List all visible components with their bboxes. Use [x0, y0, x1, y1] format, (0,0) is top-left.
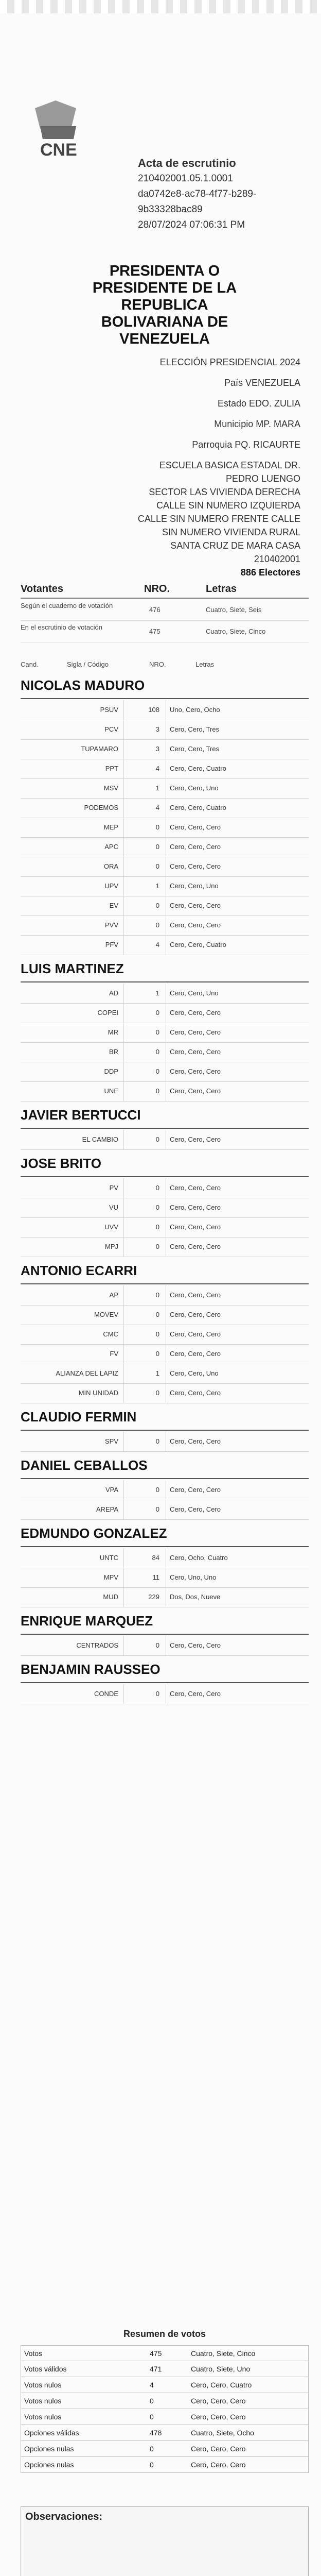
- perforated-edge-top: [0, 0, 321, 13]
- party-name: CMC: [103, 1330, 118, 1338]
- candidate-name: JOSE BRITO: [21, 1156, 309, 1177]
- grid-line: [123, 1062, 124, 1081]
- party-votes: 0: [155, 1136, 159, 1143]
- party-name: MPV: [103, 1573, 118, 1581]
- candidate-name: ENRIQUE MARQUEZ: [21, 1613, 309, 1635]
- candidate-name: DANIEL CEBALLOS: [21, 1458, 309, 1479]
- party-row: [21, 876, 309, 896]
- grid-line: [123, 818, 124, 837]
- grid-line: [123, 1480, 124, 1500]
- party-name: PVV: [104, 921, 118, 929]
- party-name: APC: [104, 843, 118, 851]
- grid-line: [123, 778, 124, 798]
- party-votes: 0: [155, 862, 159, 870]
- voting-center-line: CALLE SIN NUMERO IZQUIERDA: [156, 500, 300, 511]
- party-letters: Cero, Cero, Cero: [170, 921, 221, 929]
- grid-line: [123, 984, 124, 1003]
- party-letters: Cero, Cero, Uno: [170, 1369, 219, 1377]
- party-row: [21, 1062, 309, 1082]
- party-name: EV: [109, 902, 118, 909]
- party-row: [21, 1305, 309, 1325]
- summary-row: [21, 2361, 309, 2377]
- summary-letters: Cero, Cero, Cuatro: [191, 2381, 252, 2389]
- party-letters: Cero, Cero, Cero: [170, 1136, 221, 1143]
- candidate-name: ANTONIO ECARRI: [21, 1263, 309, 1284]
- party-letters: Cero, Cero, Cero: [170, 1087, 221, 1095]
- party-row: [21, 1344, 309, 1364]
- party-name: MR: [108, 1028, 118, 1036]
- party-name: VU: [109, 1204, 118, 1211]
- party-votes: 4: [155, 765, 159, 772]
- candidate-name: JAVIER BERTUCCI: [21, 1107, 309, 1129]
- party-name: PCV: [104, 725, 118, 733]
- grid-line: [123, 1383, 124, 1403]
- party-letters: Cero, Cero, Cero: [170, 1437, 221, 1445]
- grid-line: [123, 1198, 124, 1217]
- party-name: TUPAMARO: [81, 745, 118, 753]
- party-row: [21, 1383, 309, 1403]
- party-row: [21, 1684, 309, 1704]
- party-votes: 3: [155, 745, 159, 753]
- party-name: MIN UNIDAD: [78, 1389, 118, 1397]
- grid-line: [123, 916, 124, 935]
- voters-col-number: NRO.: [144, 583, 170, 595]
- title-line: PRESIDENTE DE LA: [92, 280, 237, 296]
- party-votes: 0: [155, 1223, 159, 1231]
- party-votes: 0: [155, 1243, 159, 1250]
- party-row: [21, 1500, 309, 1520]
- party-row: [21, 1325, 309, 1345]
- party-letters: Cero, Cero, Uno: [170, 784, 219, 792]
- summary-label: Votos nulos: [24, 2381, 62, 2389]
- party-name: CONDE: [94, 1690, 118, 1698]
- summary-label: Votos nulos: [24, 2397, 62, 2405]
- party-row: [21, 1003, 309, 1023]
- summary-letters: Cuatro, Siete, Cinco: [191, 2349, 256, 2358]
- party-votes: 0: [155, 1641, 159, 1649]
- party-name: AREPA: [96, 1505, 118, 1513]
- cne-logo-icon: [25, 98, 92, 175]
- party-votes: 0: [155, 1087, 159, 1095]
- grid-line: [123, 1023, 124, 1042]
- country: País VENEZUELA: [224, 378, 300, 388]
- acta-number: 210402001.05.1.0001: [138, 173, 233, 184]
- party-name: DDP: [104, 1067, 118, 1075]
- party-name: MEP: [103, 823, 118, 831]
- candidate-name: EDMUNDO GONZALEZ: [21, 1526, 309, 1547]
- location-block: [12, 355, 300, 579]
- party-row: [21, 798, 309, 818]
- party-letters: Cero, Cero, Cero: [170, 1690, 221, 1698]
- party-row: [21, 1130, 309, 1150]
- grid-line: [123, 700, 124, 720]
- grid-line: [123, 798, 124, 818]
- grid-line: [123, 1548, 124, 1568]
- party-letters: Dos, Dos, Nueve: [170, 1593, 221, 1601]
- grid-line: [123, 1587, 124, 1607]
- summary-number: 0: [150, 2397, 154, 2405]
- header: [21, 21, 309, 237]
- party-letters: Cero, Cero, Cero: [170, 1389, 221, 1397]
- voting-center-line: ESCUELA BASICA ESTADAL DR.: [159, 460, 300, 470]
- party-letters: Cero, Cero, Uno: [170, 882, 219, 890]
- party-row: [21, 1636, 309, 1656]
- grid-line: [123, 720, 124, 739]
- summary-letters: Cuatro, Siete, Ocho: [191, 2429, 254, 2437]
- party-votes: 0: [155, 1350, 159, 1358]
- party-letters: Cero, Uno, Uno: [170, 1573, 217, 1581]
- party-row: [21, 1364, 309, 1384]
- party-letters: Cero, Cero, Cero: [170, 843, 221, 851]
- party-votes: 0: [155, 1009, 159, 1016]
- acta-meta: [138, 156, 313, 233]
- party-row: [21, 935, 309, 955]
- party-row: [21, 1081, 309, 1101]
- party-votes: 1: [155, 989, 159, 997]
- summary-number: 478: [150, 2429, 162, 2437]
- party-letters: Cero, Cero, Cero: [170, 1350, 221, 1358]
- summary-label: Votos: [24, 2349, 43, 2358]
- col-letters: Letras: [195, 660, 215, 668]
- party-row: [21, 1285, 309, 1306]
- candidate-columns-header: [21, 655, 309, 675]
- summary-label: Opciones nulas: [24, 2461, 74, 2469]
- summary-letters: Cuatro, Siete, Uno: [191, 2365, 251, 2373]
- voting-center-line: CALLE SIN NUMERO FRENTE CALLE: [137, 514, 300, 524]
- summary-letters: Cero, Cero, Cero: [191, 2445, 246, 2453]
- voters-row-number: 475: [149, 628, 160, 635]
- party-name: EL CAMBIO: [82, 1136, 118, 1143]
- party-row: [21, 1178, 309, 1198]
- col-nro: NRO.: [149, 660, 166, 668]
- party-letters: Cero, Cero, Tres: [170, 725, 220, 733]
- party-letters: Cero, Cero, Cero: [170, 1184, 221, 1192]
- grid-line: [123, 1568, 124, 1587]
- party-name: MPJ: [105, 1243, 118, 1250]
- party-name: MUD: [103, 1593, 118, 1601]
- party-votes: 229: [148, 1593, 159, 1601]
- summary-row: [21, 2425, 309, 2441]
- candidate-name: LUIS MARTINEZ: [21, 961, 309, 982]
- summary-row: [21, 2441, 309, 2457]
- summary-row: [21, 2377, 309, 2393]
- grid-line: [123, 739, 124, 759]
- party-votes: 0: [155, 1505, 159, 1513]
- party-row: [21, 739, 309, 759]
- party-name: CENTRADOS: [76, 1641, 118, 1649]
- grid-line: [123, 1042, 124, 1062]
- summary-number: 471: [150, 2365, 162, 2373]
- party-letters: Cero, Cero, Cero: [170, 1048, 221, 1056]
- party-votes: 1: [155, 784, 159, 792]
- party-votes: 0: [155, 823, 159, 831]
- party-name: ORA: [103, 862, 118, 870]
- observations-box: [21, 2506, 309, 2576]
- party-letters: Cero, Cero, Uno: [170, 989, 219, 997]
- party-letters: Cero, Cero, Cero: [170, 1505, 221, 1513]
- grid-line: [123, 759, 124, 778]
- party-row: [21, 1587, 309, 1607]
- voting-center-line: SECTOR LAS VIVIENDA DERECHA: [149, 487, 300, 497]
- party-name: MOVEV: [94, 1311, 118, 1318]
- party-votes: 0: [155, 1291, 159, 1299]
- party-votes: 0: [155, 1311, 159, 1318]
- party-letters: Cero, Cero, Cero: [170, 823, 221, 831]
- party-row: [21, 778, 309, 799]
- party-letters: Cero, Cero, Cero: [170, 1311, 221, 1318]
- party-votes: 0: [155, 1184, 159, 1192]
- center-code: 210402001: [254, 554, 300, 564]
- party-letters: Cero, Cero, Cero: [170, 1641, 221, 1649]
- party-votes: 4: [155, 804, 159, 811]
- party-name: MSV: [103, 784, 118, 792]
- party-votes: 0: [155, 1028, 159, 1036]
- party-votes: 0: [155, 921, 159, 929]
- grid-line: [123, 1636, 124, 1655]
- party-letters: Cero, Cero, Cuatro: [170, 941, 226, 948]
- party-name: AD: [109, 989, 118, 997]
- party-votes: 0: [155, 902, 159, 909]
- grid-line: [123, 1003, 124, 1023]
- party-row: [21, 984, 309, 1004]
- party-votes: 0: [155, 1048, 159, 1056]
- title-line: PRESIDENTA O: [109, 263, 220, 279]
- party-row: [21, 1023, 309, 1043]
- acta-hash-2: 9b33328bac89: [138, 204, 203, 215]
- summary-number: 475: [150, 2349, 162, 2358]
- party-votes: 0: [155, 1437, 159, 1445]
- summary-label: Opciones nulas: [24, 2445, 74, 2453]
- party-name: AP: [109, 1291, 118, 1299]
- title-line: BOLIVARIANA DE: [101, 314, 228, 330]
- grid-line: [123, 857, 124, 876]
- voters-table-header: [21, 582, 309, 599]
- grid-line: [123, 1130, 124, 1149]
- party-letters: Cero, Cero, Cuatro: [170, 804, 226, 811]
- party-votes: 11: [152, 1573, 159, 1581]
- party-name: PV: [109, 1184, 118, 1192]
- grid-line: [123, 1344, 124, 1364]
- voters-row-label: Según el cuaderno de votación: [21, 602, 113, 609]
- acta-hash-1: da0742e8-ac78-4f77-b289-: [138, 189, 257, 199]
- grid-line: [123, 1325, 124, 1344]
- party-letters: Uno, Cero, Ocho: [170, 706, 220, 714]
- voting-center-line: PEDRO LUENGO: [225, 473, 300, 484]
- party-row: [21, 896, 309, 916]
- summary-row: [21, 2393, 309, 2409]
- grid-line: [123, 1364, 124, 1383]
- summary-row: [21, 2457, 309, 2473]
- party-name: UNE: [104, 1087, 118, 1095]
- grid-line: [123, 1285, 124, 1305]
- party-votes: 0: [155, 1067, 159, 1075]
- title-line: REPUBLICA: [121, 297, 208, 313]
- grid-line: [123, 935, 124, 955]
- party-letters: Cero, Ocho, Cuatro: [170, 1554, 228, 1562]
- candidate-name: NICOLAS MADURO: [21, 677, 309, 699]
- party-letters: Cero, Cero, Cero: [170, 1067, 221, 1075]
- party-votes: 84: [152, 1554, 159, 1562]
- logo-text: CNE: [40, 140, 77, 160]
- electors-count: 886 Electores: [240, 567, 300, 578]
- party-letters: Cero, Cero, Cero: [170, 1243, 221, 1250]
- voters-col-title: Votantes: [21, 583, 63, 595]
- party-name: FV: [110, 1350, 118, 1358]
- party-votes: 0: [155, 1204, 159, 1211]
- party-row: [21, 1217, 309, 1238]
- party-votes: 4: [155, 941, 159, 948]
- party-row: [21, 700, 309, 720]
- summary-number: 0: [150, 2413, 154, 2421]
- party-row: [21, 1237, 309, 1257]
- grid-line: [123, 876, 124, 896]
- grid-line: [123, 1432, 124, 1451]
- party-letters: Cero, Cero, Cero: [170, 902, 221, 909]
- voting-center: [12, 459, 300, 552]
- summary-number: 0: [150, 2445, 154, 2453]
- state: Estado EDO. ZULIA: [217, 398, 300, 409]
- candidate-name: CLAUDIO FERMIN: [21, 1409, 309, 1431]
- summary-number: 0: [150, 2461, 154, 2469]
- party-letters: Cero, Cero, Cuatro: [170, 765, 226, 772]
- party-letters: Cero, Cero, Cero: [170, 862, 221, 870]
- party-votes: 1: [155, 882, 159, 890]
- grid-line: [123, 1305, 124, 1325]
- party-row: [21, 759, 309, 779]
- party-name: VPA: [105, 1486, 118, 1494]
- grid-line: [123, 1217, 124, 1237]
- voters-row: [21, 622, 309, 642]
- party-letters: Cero, Cero, Cero: [170, 1009, 221, 1016]
- party-row: [21, 818, 309, 838]
- grid-line: [123, 1081, 124, 1101]
- summary-label: Votos nulos: [24, 2413, 62, 2421]
- summary-letters: Cero, Cero, Cero: [191, 2413, 246, 2421]
- voters-row-letters: Cuatro, Siete, Cinco: [206, 628, 266, 635]
- voters-row-label: En el escrutinio de votación: [21, 623, 102, 631]
- party-letters: Cero, Cero, Tres: [170, 745, 220, 753]
- party-name: SPV: [104, 1437, 118, 1445]
- party-name: UPV: [104, 882, 118, 890]
- summary-label: Votos válidos: [24, 2365, 67, 2373]
- party-name: PSUV: [100, 706, 118, 714]
- voters-row: [21, 601, 309, 621]
- summary-letters: Cero, Cero, Cero: [191, 2461, 246, 2469]
- party-votes: 0: [155, 1330, 159, 1338]
- summary-row: [21, 2409, 309, 2425]
- party-row: [21, 1548, 309, 1568]
- grid-line: [123, 896, 124, 916]
- party-name: ALIANZA DEL LAPIZ: [56, 1369, 118, 1377]
- grid-line: [123, 1500, 124, 1519]
- election-name: ELECCIÓN PRESIDENCIAL 2024: [159, 357, 300, 367]
- party-name: COPEI: [97, 1009, 118, 1016]
- municipality: Municipio MP. MARA: [214, 419, 300, 429]
- party-letters: Cero, Cero, Cero: [170, 1223, 221, 1231]
- col-org: Sigla / Código: [67, 660, 109, 668]
- party-name: PODEMOS: [84, 804, 118, 811]
- party-row: [21, 1480, 309, 1500]
- party-votes: 0: [155, 843, 159, 851]
- party-votes: 0: [155, 1486, 159, 1494]
- party-row: [21, 1568, 309, 1588]
- summary-title: Resumen de votos: [123, 2329, 206, 2339]
- acta-label: Acta de escrutinio: [138, 157, 236, 170]
- party-votes: 0: [155, 1389, 159, 1397]
- candidate-name: BENJAMIN RAUSSEO: [21, 1662, 309, 1683]
- party-letters: Cero, Cero, Cero: [170, 1291, 221, 1299]
- party-row: [21, 1198, 309, 1218]
- party-row: [21, 720, 309, 740]
- party-votes: 0: [155, 1690, 159, 1698]
- grid-line: [123, 1178, 124, 1198]
- summary-letters: Cero, Cero, Cero: [191, 2397, 246, 2405]
- party-votes: 3: [155, 725, 159, 733]
- grid-line: [123, 837, 124, 857]
- party-name: UVV: [104, 1223, 118, 1231]
- party-letters: Cero, Cero, Cero: [170, 1204, 221, 1211]
- party-row: [21, 916, 309, 936]
- summary-row: [21, 2345, 309, 2361]
- voters-row-number: 476: [149, 606, 160, 614]
- party-letters: Cero, Cero, Cero: [170, 1028, 221, 1036]
- party-name: BR: [109, 1048, 118, 1056]
- party-letters: Cero, Cero, Cero: [170, 1486, 221, 1494]
- grid-line: [123, 1684, 124, 1704]
- party-row: [21, 857, 309, 877]
- voters-col-letters: Letras: [206, 583, 237, 595]
- party-name: PPT: [105, 765, 118, 772]
- voters-row-letters: Cuatro, Siete, Seis: [206, 606, 262, 614]
- party-letters: Cero, Cero, Cero: [170, 1330, 221, 1338]
- col-cand: Cand.: [21, 660, 39, 668]
- voting-center-line: SANTA CRUZ DE MARA CASA: [170, 540, 300, 551]
- parish: Parroquia PQ. RICAURTE: [192, 439, 300, 450]
- party-row: [21, 1432, 309, 1452]
- observations-label: Observaciones:: [25, 2511, 103, 2522]
- party-name: UNTC: [99, 1554, 118, 1562]
- party-row: [21, 837, 309, 857]
- summary-number: 4: [150, 2381, 154, 2389]
- title-line: VENEZUELA: [119, 331, 210, 347]
- party-name: PFV: [105, 941, 118, 948]
- page-title: [21, 263, 309, 348]
- acta-timestamp: 28/07/2024 07:06:31 PM: [138, 219, 245, 230]
- summary-label: Opciones válidas: [24, 2429, 79, 2437]
- party-row: [21, 1042, 309, 1062]
- party-votes: 108: [148, 706, 159, 714]
- voting-center-line: SIN NUMERO VIVIENDA RURAL: [162, 527, 300, 537]
- party-votes: 1: [155, 1369, 159, 1377]
- grid-line: [123, 1237, 124, 1257]
